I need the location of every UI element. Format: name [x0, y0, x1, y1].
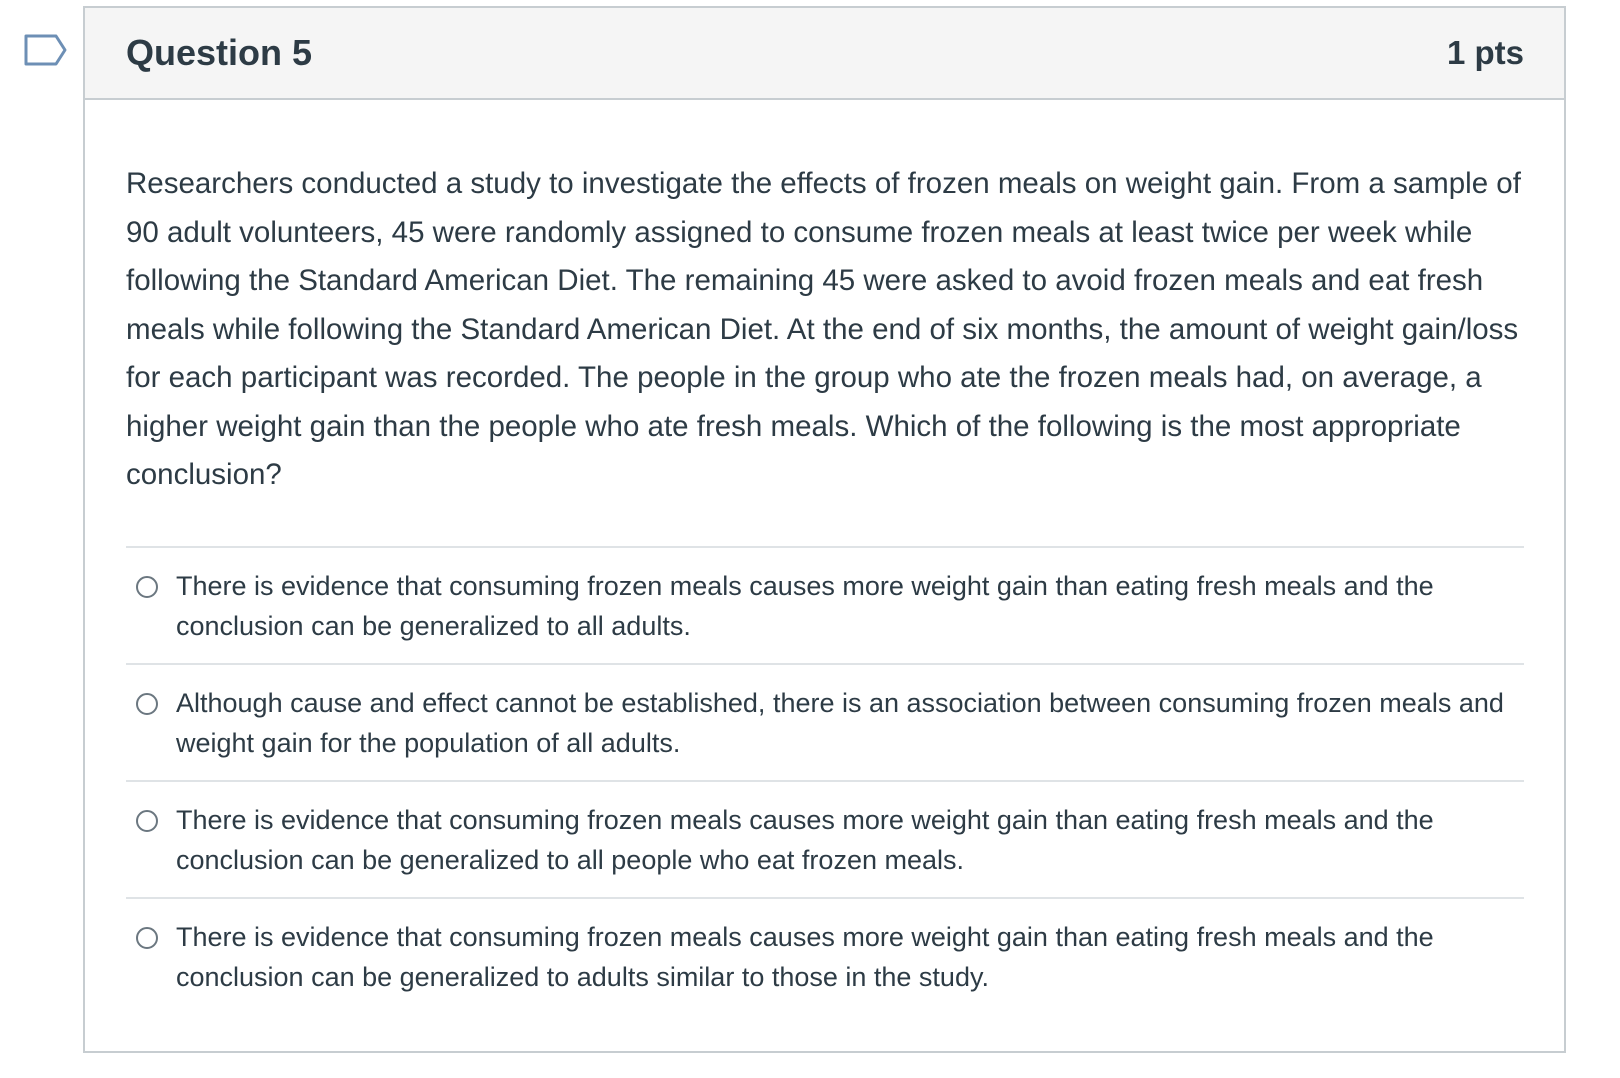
answer-option-1[interactable] — [126, 548, 1524, 665]
radio-unchecked-icon[interactable] — [136, 693, 158, 715]
answer-label[interactable]: There is evidence that consuming frozen meals causes more weight gain than eating fresh meals and the conclusion can be generalized to adults similar to those in the study. — [176, 921, 1434, 992]
answer-option-2[interactable] — [126, 665, 1524, 782]
answer-label[interactable]: Although cause and effect cannot be established, there is an association between consuming frozen meals and weight gain for the population of all adults. — [176, 687, 1504, 758]
answer-option-4[interactable] — [126, 899, 1524, 1016]
question-header — [85, 8, 1564, 100]
radio-unchecked-icon[interactable] — [136, 810, 158, 832]
question-title: Question 5 — [126, 32, 313, 73]
answer-label[interactable]: There is evidence that consuming frozen meals causes more weight gain than eating fresh meals and the conclusion can be generalized to all adults. — [176, 570, 1434, 641]
answer-label[interactable]: There is evidence that consuming frozen meals causes more weight gain than eating fresh meals and the conclusion can be generalized to all people who eat frozen meals. — [176, 804, 1434, 875]
question-body — [85, 100, 1564, 1016]
question-points: 1 pts — [1446, 34, 1524, 71]
flag-question-icon[interactable] — [24, 34, 68, 66]
question-card — [83, 6, 1566, 1053]
radio-unchecked-icon[interactable] — [136, 576, 158, 598]
radio-unchecked-icon[interactable] — [136, 927, 158, 949]
answer-option-3[interactable] — [126, 782, 1524, 899]
question-text: Researchers conducted a study to investigate the effects of frozen meals on weight gain. From a sample of 90 adult volunteers, 45 were randomly assigned to consume frozen meals at least twice per week while following the Standard American Diet. The remaining 45 were asked to avoid frozen meals and eat fresh meals while following the Standard American Diet. At the end of six months, the amount of weight gain/loss for each participant was recorded. The people in the group who ate the frozen meals had, on average, a higher weight gain than the people who ate fresh meals. Which of the following is the most appropriate conclusion? — [126, 167, 1521, 491]
answer-list — [126, 546, 1524, 1016]
